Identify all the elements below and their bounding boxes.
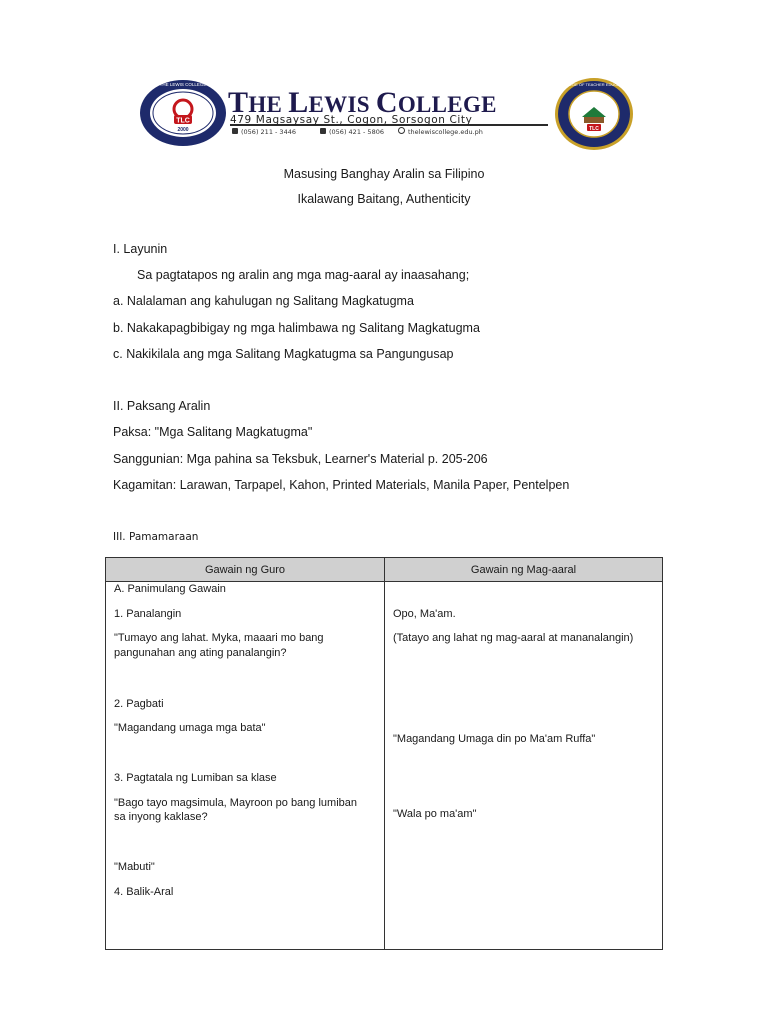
student-line: (Tatayo ang lahat ng mag-aaral at mananalangin) xyxy=(393,632,634,644)
teacher-line: sa inyong kaklase? xyxy=(114,811,208,823)
college-seal-logo xyxy=(138,78,228,148)
phone-2: (056) 421 - 5806 xyxy=(329,128,384,136)
college-address: 479 Magsaysay St., Cogon, Sorsogon City xyxy=(230,114,473,126)
website: thelewiscollege.edu.ph xyxy=(408,128,483,136)
teacher-line: A. Panimulang Gawain xyxy=(114,583,226,595)
lesson-title: Masusing Banghay Aralin sa Filipino xyxy=(283,167,485,181)
section-2-heading: II. Paksang Aralin xyxy=(113,399,211,413)
objective-b: b. Nakakapagbibigay ng mga halimbawa ng Salitang Magkatugma xyxy=(113,321,480,335)
teacher-line: 1. Panalangin xyxy=(114,608,182,620)
section-1-heading: I. Layunin xyxy=(113,242,168,256)
section-1-intro: Sa pagtatapos ng aralin ang mga mag-aaral ay inaasahang; xyxy=(137,268,470,282)
teacher-line: "Tumayo ang lahat. Myka, maaari mo bang xyxy=(114,632,324,644)
phone-icon xyxy=(232,128,238,134)
teacher-line: 4. Balik-Aral xyxy=(114,886,174,898)
teacher-line: 2. Pagbati xyxy=(114,698,164,710)
teacher-line: "Bago tayo magsimula, Mayroon po bang lumiban xyxy=(114,797,357,809)
teacher-activities-cell xyxy=(106,582,385,950)
column-header-student: Gawain ng Mag-aaral xyxy=(385,558,663,582)
objective-a: a. Nalalaman ang kahulugan ng Salitang Magkatugma xyxy=(113,294,414,308)
right-logo-text: TLC xyxy=(589,126,599,132)
left-logo-year: 2000 xyxy=(177,127,189,133)
lesson-subtitle: Ikalawang Baitang, Authenticity xyxy=(297,192,471,206)
procedure-table xyxy=(105,557,663,950)
sanggunian: Sanggunian: Mga pahina sa Teksbuk, Learner's Material p. 205-206 xyxy=(113,452,488,466)
column-header-teacher: Gawain ng Guro xyxy=(106,558,385,582)
right-logo-ring-text: COLLEGE OF TEACHER EDUCATION xyxy=(558,82,630,87)
paksa: Paksa: "Mga Salitang Magkatugma" xyxy=(113,425,313,439)
student-line: "Wala po ma'am" xyxy=(393,808,477,820)
phone-1: (056) 211 - 3446 xyxy=(241,128,296,136)
student-line: Opo, Ma'am. xyxy=(393,608,456,620)
college-name: THE LEWIS COLLEGE xyxy=(228,86,497,119)
fax-icon xyxy=(320,128,326,134)
left-logo-ring-text: THE LEWIS COLLEGE xyxy=(159,82,207,87)
globe-icon xyxy=(398,127,405,134)
kagamitan: Kagamitan: Larawan, Tarpapel, Kahon, Printed Materials, Manila Paper, Pentelpen xyxy=(113,478,570,492)
left-logo-text: TLC xyxy=(176,117,190,125)
teacher-line: "Mabuti" xyxy=(114,861,155,873)
teacher-line: "Magandang umaga mga bata" xyxy=(114,722,266,734)
section-3-heading: III. Pamamaraan xyxy=(113,531,199,543)
student-line: "Magandang Umaga din po Ma'am Ruffa" xyxy=(393,733,596,745)
student-activities-cell xyxy=(385,582,663,950)
table-row xyxy=(106,582,663,950)
teacher-line: 3. Pagtatala ng Lumiban sa klase xyxy=(114,772,277,784)
table-header-row xyxy=(106,558,663,582)
teacher-line: pangunahan ang ating panalangin? xyxy=(114,647,287,659)
teacher-education-seal-logo xyxy=(554,77,634,151)
objective-c: c. Nakikilala ang mga Salitang Magkatugma sa Pangungusap xyxy=(113,347,454,361)
